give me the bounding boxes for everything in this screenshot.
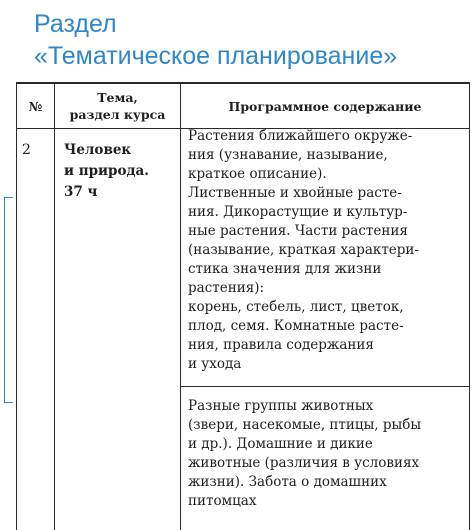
content-line: животные (различия в условиях	[188, 455, 420, 471]
heading-line-2: «Тематическое планирование»	[34, 42, 398, 70]
content-line: ния (узнавание, называние,	[188, 147, 388, 163]
row-topic-line-1: Человек	[64, 142, 132, 158]
section-heading	[34, 8, 397, 72]
col-divider-2	[180, 82, 181, 530]
content-line: и др.). Домашние и дикие	[188, 436, 373, 452]
header-content-label: Программное содержание	[228, 98, 422, 114]
planning-table	[16, 82, 470, 530]
content-line: корень, стебель, лист, цветок,	[188, 299, 404, 315]
content-line: и ухода	[188, 356, 242, 372]
header-content	[181, 84, 469, 128]
content-line: плод, семя. Комнатные расте-	[188, 318, 404, 334]
content-divider-rule	[180, 386, 470, 387]
row-topic-line-2: и природа.	[64, 163, 149, 179]
header-topic	[55, 84, 180, 128]
content-line: Лиственные и хвойные расте-	[188, 185, 402, 201]
content-line: краткое описание).	[188, 166, 327, 182]
row-topic-line-3: 37 ч	[64, 184, 98, 200]
content-line: ния, правила содержания	[188, 337, 374, 353]
content-line: жизни). Забота о домашних	[188, 474, 387, 490]
content-line: Разные группы животных	[188, 398, 374, 414]
content-line: (звери, насекомые, птицы, рыбы	[188, 417, 422, 433]
header-topic-line-2: раздел курса	[69, 107, 166, 122]
heading-line-1: Раздел	[34, 10, 117, 38]
row-topic	[64, 140, 176, 203]
content-line: ные растения. Части растения	[188, 223, 408, 239]
content-line: стика значения для жизни	[188, 261, 382, 277]
header-num-label: №	[28, 98, 43, 114]
row-number: 2	[22, 142, 31, 158]
content-line: Растения ближайшего окруже-	[188, 128, 413, 144]
content-block-plants	[188, 127, 468, 374]
header-topic-line-1: Тема,	[97, 90, 138, 105]
content-line: ния. Дикорастущие и культур-	[188, 204, 408, 220]
margin-bracket	[4, 197, 13, 403]
table-left-rule	[16, 82, 17, 530]
content-block-animals	[188, 397, 468, 511]
table-right-rule	[469, 82, 470, 530]
content-line: (называние, краткая характери-	[188, 242, 419, 258]
col-divider-1	[54, 82, 55, 530]
content-line: питомцах	[188, 493, 257, 509]
content-line: растения):	[188, 280, 265, 296]
header-num	[17, 84, 54, 128]
